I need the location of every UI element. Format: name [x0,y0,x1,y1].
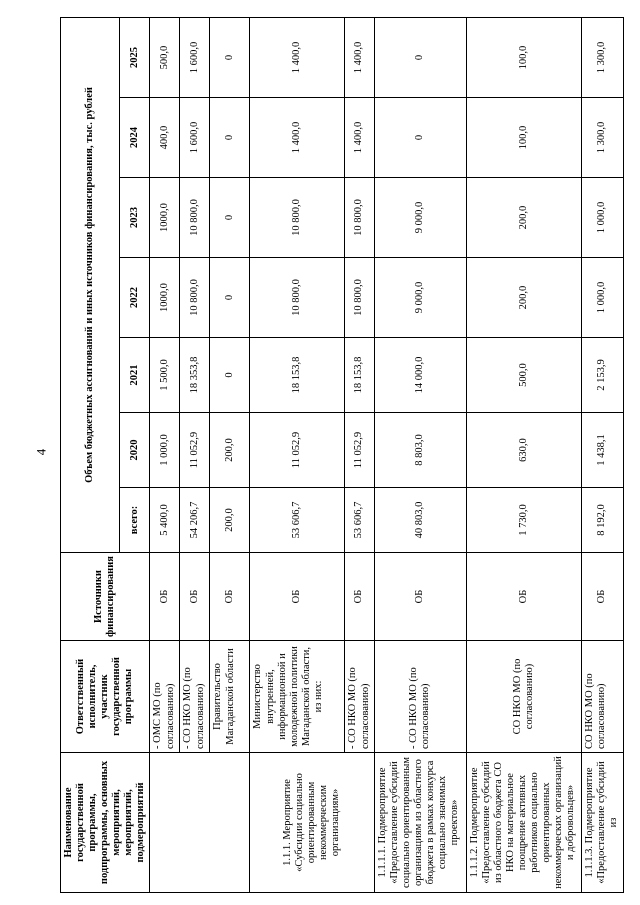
row-value-2025: 1 300,0 [581,17,623,97]
row-value-2022: 1000,0 [150,258,180,338]
row-total: 5 400,0 [150,488,180,553]
row-value-2022: 9 000,0 [374,258,466,338]
header-year-2021: 2021 [119,338,150,413]
row-value-2024: 1 300,0 [581,98,623,178]
table-row [150,17,180,892]
row-executor: - СО НКО МО (по согласованию) [345,641,374,753]
table-row [466,17,581,892]
row-source: ОБ [374,553,466,641]
row-source: ОБ [180,553,210,641]
row-total: 8 192,0 [581,488,623,553]
row-source: ОБ [345,553,374,641]
row-value-2022: 1 000,0 [581,258,623,338]
row-value-2021: 500,0 [466,338,581,413]
row-source: ОБ [466,553,581,641]
row-executor: Правительство Магаданской области [210,641,250,753]
row-executor: Министерство внутренней, информационной и молодежной политики Магаданской области, из них: [250,641,345,753]
row-name: 1.1.1.3. Подмероприятие «Предоставление субсидий из [581,753,623,893]
row-value-2023: 200,0 [466,178,581,258]
header-year-2020: 2020 [119,413,150,488]
row-value-2020: 11 052,9 [250,413,345,488]
row-value-2023: 10 800,0 [250,178,345,258]
header-source: Источники финансирования [61,553,150,641]
row-value-2024: 1 400,0 [345,98,374,178]
row-value-2025: 1 600,0 [180,17,210,97]
row-value-2023: 1 000,0 [581,178,623,258]
row-source: ОБ [210,553,250,641]
row-value-2021: 18 153,8 [250,338,345,413]
table-row [374,17,466,892]
row-executor: СО НКО МО (по согласованию) [466,641,581,753]
row-value-2025: 100,0 [466,17,581,97]
header-year-2024: 2024 [119,98,150,178]
row-source: ОБ [150,553,180,641]
header-total: всего: [119,488,150,553]
row-executor: - ОМС МО (по согласованию) [150,641,180,753]
header-volume: Объем бюджетных ассигнований и иных источников финансирования, тыс. рублей [61,17,120,552]
row-total: 1 730,0 [466,488,581,553]
row-value-2025: 0 [210,17,250,97]
row-value-2022: 10 800,0 [180,258,210,338]
row-value-2022: 0 [210,258,250,338]
row-total: 54 206,7 [180,488,210,553]
row-executor: - СО НКО МО (по согласованию) [374,641,466,753]
row-value-2023: 9 000,0 [374,178,466,258]
row-value-2020: 630,0 [466,413,581,488]
row-total: 53 606,7 [250,488,345,553]
row-value-2022: 200,0 [466,258,581,338]
header-name: Наименование государственной программы, подпрограммы, основных мероприятий, мероприятий, подмероприятий [61,753,150,893]
row-value-2024: 1 400,0 [250,98,345,178]
row-name: 1.1.1. Мероприятие «Субсидии социально ориентированным некоммерческим организациям» [250,753,374,893]
row-value-2025: 1 400,0 [345,17,374,97]
row-total: 53 606,7 [345,488,374,553]
header-executor: Ответственный исполнитель, участник государственной программы [61,641,150,753]
header-year-2023: 2023 [119,178,150,258]
row-value-2025: 0 [374,17,466,97]
table-row [250,17,345,892]
row-value-2020: 1 438,1 [581,413,623,488]
row-value-2023: 10 800,0 [345,178,374,258]
table-row [581,17,623,892]
row-value-2021: 18 353,8 [180,338,210,413]
row-source: ОБ [250,553,345,641]
row-source: ОБ [581,553,623,641]
row-value-2021: 2 153,9 [581,338,623,413]
row-value-2021: 1 500,0 [150,338,180,413]
header-year-2022: 2022 [119,258,150,338]
page-number: 4 [33,448,49,456]
row-name: 1.1.1.2. Подмероприятие «Предоставление субсидий из областного бюджета СО НКО на материальное поощрение активных работников социально ориентированных некоммерческих организаций и добровольцев» [466,753,581,893]
row-value-2020: 11 052,9 [180,413,210,488]
row-value-2023: 1000,0 [150,178,180,258]
row-total: 40 803,0 [374,488,466,553]
row-value-2020: 11 052,9 [345,413,374,488]
row-value-2021: 0 [210,338,250,413]
row-value-2024: 0 [210,98,250,178]
row-value-2022: 10 800,0 [250,258,345,338]
row-value-2020: 1 000,0 [150,413,180,488]
row-value-2024: 1 600,0 [180,98,210,178]
row-value-2021: 14 000,0 [374,338,466,413]
row-total: 200,0 [210,488,250,553]
row-value-2020: 200,0 [210,413,250,488]
row-value-2024: 0 [374,98,466,178]
row-executor: - СО НКО МО (по согласованию) [180,641,210,753]
row-name-cell [150,753,250,893]
budget-table [60,17,624,893]
row-value-2022: 10 800,0 [345,258,374,338]
row-value-2024: 100,0 [466,98,581,178]
row-executor: СО НКО МО (по согласованию) [581,641,623,753]
row-value-2023: 10 800,0 [180,178,210,258]
rotated-table-container [60,18,619,893]
header-year-2025: 2025 [119,17,150,97]
row-value-2025: 1 400,0 [250,17,345,97]
row-name: 1.1.1.1. Подмероприятие «Предоставление субсидий социально ориентированным организациям из областного бюджета в рамках конкурса социально значимых проектов» [374,753,466,893]
row-value-2024: 400,0 [150,98,180,178]
row-value-2021: 18 153,8 [345,338,374,413]
row-value-2023: 0 [210,178,250,258]
row-value-2025: 500,0 [150,17,180,97]
row-value-2020: 8 803,0 [374,413,466,488]
